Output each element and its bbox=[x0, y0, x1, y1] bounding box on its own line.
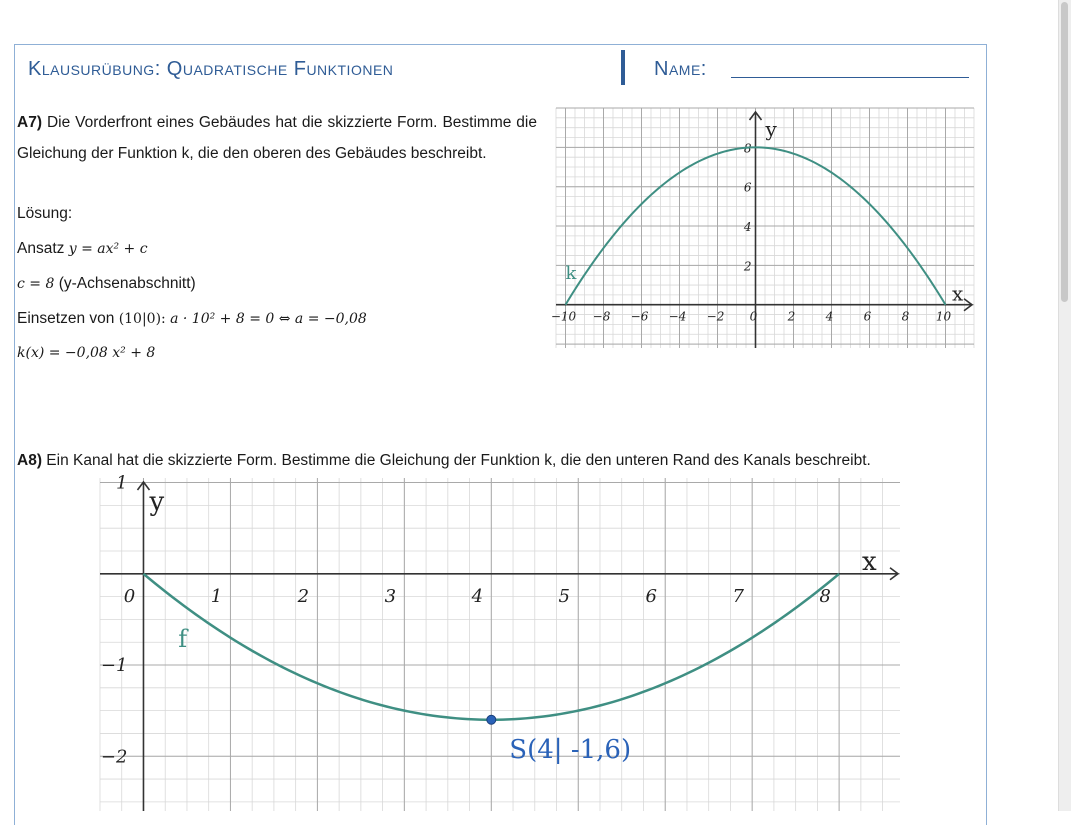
vertex-point bbox=[487, 715, 496, 724]
y-axis-label: y bbox=[765, 117, 778, 141]
vertex-label: S(4| -1,6) bbox=[509, 735, 631, 765]
x-tick-label: 7 bbox=[732, 586, 744, 607]
c-formula: c = 8 bbox=[17, 276, 54, 292]
x-tick-label: 6 bbox=[864, 310, 872, 324]
series-label: k bbox=[566, 263, 578, 284]
a7-c-line bbox=[17, 275, 196, 293]
y-tick-label: −2 bbox=[101, 746, 128, 767]
y-axis-label: y bbox=[148, 487, 164, 517]
a7-ansatz-line bbox=[17, 240, 148, 258]
x-tick-label: −10 bbox=[551, 310, 577, 324]
c-note: (y-Achsenabschnitt) bbox=[59, 275, 196, 292]
x-tick-label: 6 bbox=[645, 586, 656, 607]
a7-task-label: A7) bbox=[17, 114, 42, 131]
y-tick-label: 2 bbox=[743, 259, 752, 273]
x-tick-label: 8 bbox=[819, 586, 830, 607]
ansatz-label: Ansatz bbox=[17, 240, 64, 257]
x-axis-label: x bbox=[862, 547, 877, 577]
x-tick-label: 1 bbox=[211, 586, 222, 607]
einsetzen-point: (10|0): bbox=[119, 311, 166, 327]
a7-task-text: Die Vorderfront eines Gebäudes hat die skizzierte Form. Bestimme die Gleichung der Funktion k, die den oberen des Gebäudes beschreibt. bbox=[17, 114, 537, 162]
x-tick-label: 8 bbox=[902, 310, 910, 324]
chart-k-building bbox=[556, 108, 974, 348]
a8-task-label: A8) bbox=[17, 452, 42, 469]
chart-f-canal bbox=[100, 478, 900, 811]
vertical-scrollbar[interactable] bbox=[1058, 0, 1071, 811]
x-tick-label: 2 bbox=[297, 586, 309, 607]
chart-k-tick-labels bbox=[551, 141, 952, 323]
result-formula: k(x) = −0,08 x² + 8 bbox=[17, 345, 155, 361]
einsetzen-formula: a · 10² + 8 = 0 ⇔ a = −0,08 bbox=[170, 311, 367, 327]
x-axis-label: x bbox=[952, 282, 964, 306]
y-tick-label: −1 bbox=[101, 655, 128, 676]
x-tick-label: −2 bbox=[707, 310, 725, 324]
series-label: f bbox=[178, 625, 189, 653]
y-tick-label: 4 bbox=[743, 220, 752, 234]
x-tick-label: 10 bbox=[936, 310, 952, 324]
a7-loesung-label: Lösung: bbox=[17, 205, 72, 223]
name-label: Name: bbox=[654, 58, 707, 81]
title-separator bbox=[621, 50, 625, 85]
chart-f-tick-labels bbox=[101, 473, 831, 768]
y-tick-label: 6 bbox=[744, 181, 752, 195]
x-tick-label: −4 bbox=[669, 310, 687, 324]
a7-task bbox=[17, 107, 537, 169]
x-tick-label: 3 bbox=[385, 586, 396, 607]
ansatz-formula: y = ax² + c bbox=[69, 241, 148, 257]
x-tick-label: 4 bbox=[825, 310, 834, 324]
y-tick-label: 1 bbox=[116, 473, 127, 494]
a7-einsetzen-line bbox=[17, 310, 367, 328]
x-tick-label: 0 bbox=[124, 586, 135, 607]
x-tick-label: −6 bbox=[631, 310, 649, 324]
name-field-line bbox=[731, 77, 969, 78]
chart-f-grid bbox=[100, 478, 900, 811]
x-tick-label: 4 bbox=[471, 586, 483, 607]
einsetzen-label: Einsetzen von bbox=[17, 310, 114, 327]
x-tick-label: 5 bbox=[559, 586, 570, 607]
page-title: Klausurübung: Quadratische Funktionen bbox=[28, 58, 393, 81]
scrollbar-thumb[interactable] bbox=[1061, 2, 1068, 302]
y-tick-label: 8 bbox=[744, 141, 752, 155]
chart-f-axes bbox=[100, 482, 898, 811]
a8-task-text: Ein Kanal hat die skizzierte Form. Bestimme die Gleichung der Funktion k, die den unteren Rand des Kanals beschreibt. bbox=[46, 452, 871, 469]
a7-result-line bbox=[17, 344, 155, 362]
x-tick-label: 0 bbox=[750, 310, 758, 324]
a8-task bbox=[17, 452, 871, 470]
x-tick-label: 2 bbox=[787, 310, 796, 324]
x-tick-label: −8 bbox=[593, 310, 611, 324]
